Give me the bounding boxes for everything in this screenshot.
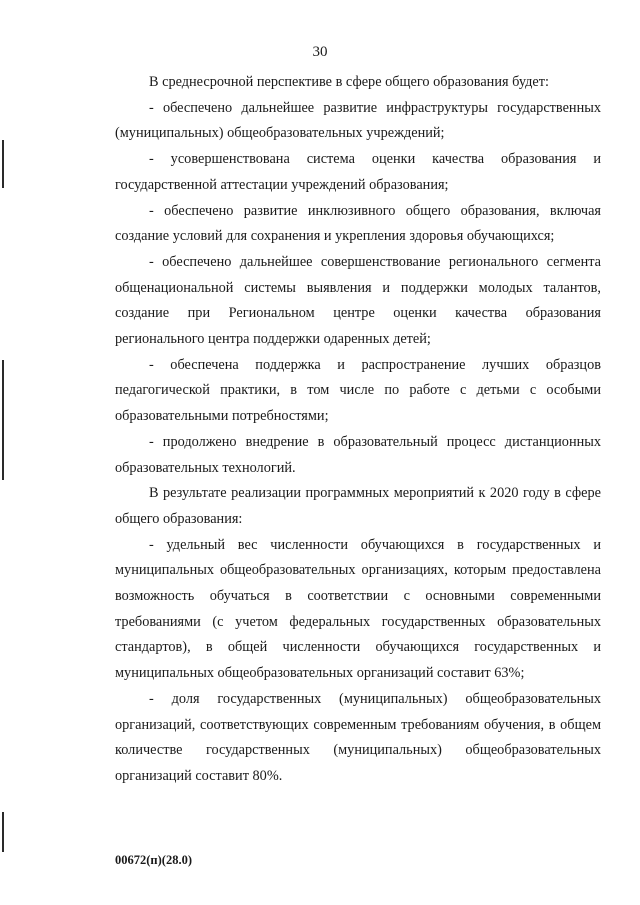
list-item: - доля государственных (муниципальных) общеобразовательных организаций, соответствующих современным требованиям обучения, в общем количестве государственных (муниципальных) общеобразовательных организаций составит 80%. [115, 690, 601, 784]
list-item: - обеспечено дальнейшее совершенствование регионального сегмента общенациональной системы выявления и поддержки молодых талантов, создание при Региональном центре оценки качества образования регионального центра поддержки одаренных детей; [115, 253, 601, 348]
paragraph-intro: В среднесрочной перспективе в сфере общего образования будет: [149, 74, 549, 90]
paragraph-results: В результате реализации программных мероприятий к 2020 году в сфере общего образования: [115, 485, 601, 527]
list-item: - обеспечено дальнейшее развитие инфраструктуры государственных (муниципальных) общеобразовательных учреждений; [115, 99, 601, 142]
list-item: - обеспечено развитие инклюзивного общего образования, включая создание условий для сохранения и укрепления здоровья обучающихся; [115, 202, 601, 245]
document-code: 00672(п)(28.0) [115, 853, 192, 867]
scan-edge-mark [2, 812, 4, 852]
list-item: - продолжено внедрение в образовательный процесс дистанционных образовательных технологий. [115, 433, 601, 476]
document-body [115, 70, 601, 790]
list-item: - усовершенствована система оценки качества образования и государственной аттестации учреждений образования; [115, 151, 601, 193]
page-number: 30 [312, 44, 328, 60]
list-item: - обеспечена поддержка и распространение лучших образцов педагогической практики, в том числе по работе с детьми с особыми образовательными потребностями; [115, 356, 601, 425]
scan-edge-mark [2, 360, 4, 480]
scan-edge-mark [2, 140, 4, 188]
list-item: - удельный вес численности обучающихся в государственных и муниципальных общеобразовательных организациях, которым предоставлена возможность обучаться в соответствии с основными современными требованиями (с учетом федеральных государственных образовательных стандартов), в общей численности обучающихся государственных и муниципальных общеобразовательных организаций составит 63%; [115, 536, 601, 682]
